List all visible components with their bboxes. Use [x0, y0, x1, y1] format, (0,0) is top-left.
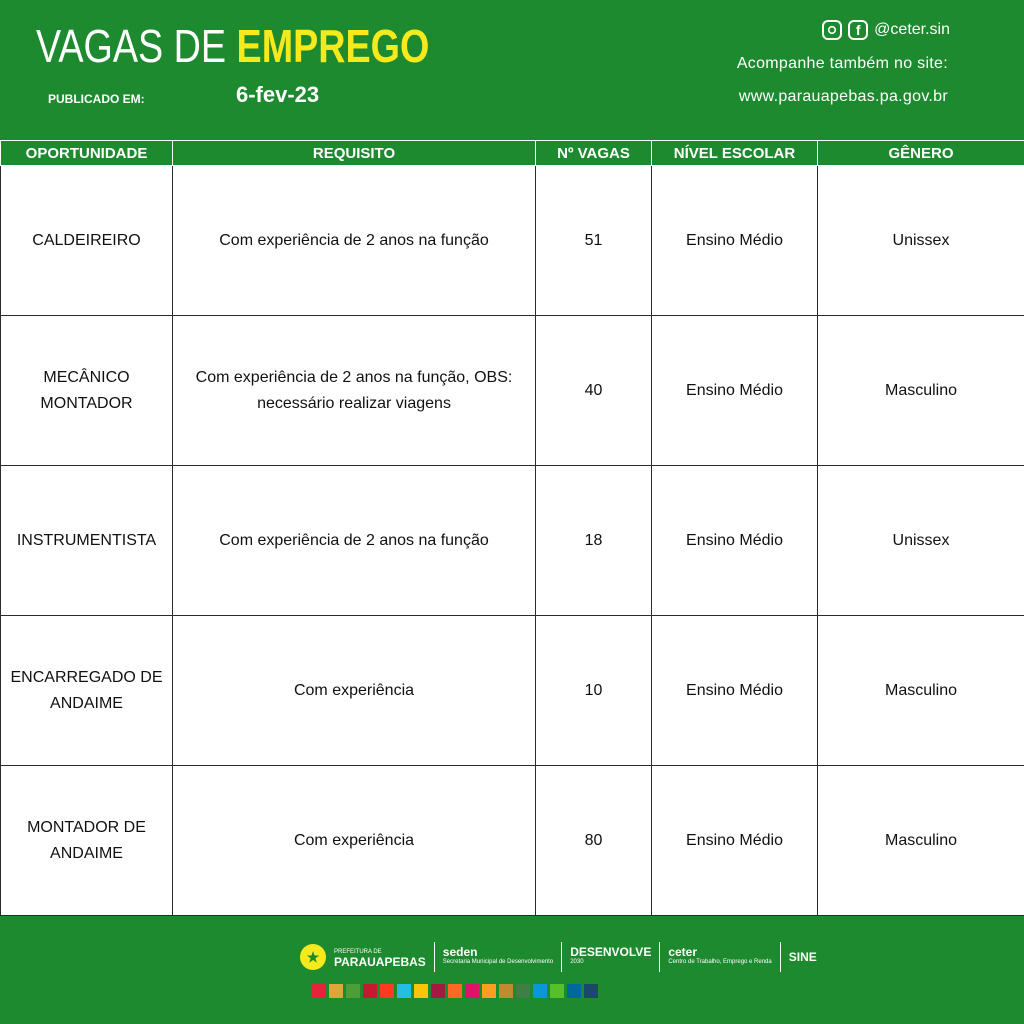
cell-oportunidade: ENCARREGADO DE ANDAIME: [1, 616, 173, 766]
logo-small-text: PREFEITURA DE: [334, 949, 382, 955]
sdg-icon: [533, 984, 547, 998]
column-header-requisito: REQUISITO: [173, 141, 536, 166]
sdg-icon: [363, 984, 377, 998]
site-url[interactable]: www.parauapebas.pa.gov.br: [738, 88, 948, 105]
cell-genero: Unissex: [818, 166, 1024, 316]
cell-nivel: Ensino Médio: [652, 766, 818, 916]
cell-nivel: Ensino Médio: [652, 616, 818, 766]
social-links: [822, 20, 950, 40]
site-label: Acompanhe também no site:: [736, 55, 948, 72]
divider: [659, 942, 660, 972]
sdg-icon: [346, 984, 360, 998]
cell-genero: Unissex: [818, 466, 1024, 616]
logo-big-text: DESENVOLVE: [570, 945, 652, 959]
logo-sine: [789, 952, 817, 962]
parauapebas-star-icon: ★: [300, 944, 326, 970]
cell-requisito: Com experiência de 2 anos na função, OBS: necessário realizar viagens: [173, 316, 536, 466]
cell-requisito: Com experiência: [173, 766, 536, 916]
sdg-icon: [312, 984, 326, 998]
sdg-icon: [380, 984, 394, 998]
logo-big-text: PARAUAPEBAS: [334, 955, 426, 969]
column-header-genero: GÊNERO: [818, 141, 1024, 166]
sdg-icons-strip: [312, 984, 598, 998]
sdg-icon: [465, 984, 479, 998]
logo-small-text: Secretaria Municipal de Desenvolvimento: [442, 959, 554, 965]
title-yellow: EMPREGO: [236, 20, 430, 72]
cell-genero: Masculino: [818, 316, 1024, 466]
column-header-oportunidade: OPORTUNIDADE: [1, 141, 173, 166]
logo-small-text: Centro de Trabalho, Emprego e Renda: [668, 959, 772, 965]
table-row: [1, 316, 1024, 466]
logo-big-text: ceter: [668, 945, 698, 959]
published-label: PUBLICADO EM:: [48, 92, 145, 106]
sdg-icon: [414, 984, 428, 998]
social-handle[interactable]: @ceter.sin: [874, 21, 950, 38]
cell-genero: Masculino: [818, 616, 1024, 766]
sdg-icon: [516, 984, 530, 998]
table-row: [1, 166, 1024, 316]
sdg-icon: [482, 984, 496, 998]
sdg-icon: [550, 984, 564, 998]
cell-nivel: Ensino Médio: [652, 166, 818, 316]
cell-requisito: Com experiência: [173, 616, 536, 766]
cell-vagas: 10: [536, 616, 652, 766]
cell-vagas: 40: [536, 316, 652, 466]
title-white: VAGAS DE: [36, 20, 227, 72]
sdg-icon: [499, 984, 513, 998]
divider: [561, 942, 562, 972]
cell-nivel: Ensino Médio: [652, 466, 818, 616]
cell-requisito: Com experiência de 2 anos na função: [173, 166, 536, 316]
column-header-vagas: Nº VAGAS: [536, 141, 652, 166]
published-date: 6-fev-23: [236, 82, 320, 107]
sdg-icon: [329, 984, 343, 998]
table-row: [1, 616, 1024, 766]
table-row: [1, 466, 1024, 616]
column-header-nivel: NÍVEL ESCOLAR: [652, 141, 818, 166]
cell-requisito: Com experiência de 2 anos na função: [173, 466, 536, 616]
logo-small-text: 2030: [570, 959, 584, 965]
cell-oportunidade: CALDEIREIRO: [1, 166, 173, 316]
cell-oportunidade: INSTRUMENTISTA: [1, 466, 173, 616]
instagram-icon[interactable]: [822, 20, 842, 40]
cell-vagas: 80: [536, 766, 652, 916]
logo-parauapebas: [334, 947, 426, 967]
footer: [0, 918, 1024, 1024]
cell-oportunidade: MECÂNICO MONTADOR: [1, 316, 173, 466]
logo-seden: [443, 947, 553, 967]
jobs-table: [0, 140, 1024, 916]
sdg-icon: [567, 984, 581, 998]
cell-vagas: 18: [536, 466, 652, 616]
logo-big-text: seden: [442, 945, 478, 959]
sdg-icon: [431, 984, 445, 998]
partner-logos: [300, 942, 817, 972]
logo-big-text: SINE: [788, 950, 817, 964]
page-title: [36, 18, 429, 74]
header: [0, 0, 1024, 140]
cell-oportunidade: MONTADOR DE ANDAIME: [1, 766, 173, 916]
table-row: [1, 766, 1024, 916]
divider: [780, 942, 781, 972]
divider: [434, 942, 435, 972]
cell-genero: Masculino: [818, 766, 1024, 916]
sdg-icon: [397, 984, 411, 998]
logo-ceter: [668, 947, 771, 967]
cell-vagas: 51: [536, 166, 652, 316]
facebook-icon[interactable]: f: [848, 20, 868, 40]
table-header-row: [1, 141, 1024, 166]
cell-nivel: Ensino Médio: [652, 316, 818, 466]
logo-desenvolve: [570, 947, 651, 967]
sdg-icon: [584, 984, 598, 998]
sdg-icon: [448, 984, 462, 998]
